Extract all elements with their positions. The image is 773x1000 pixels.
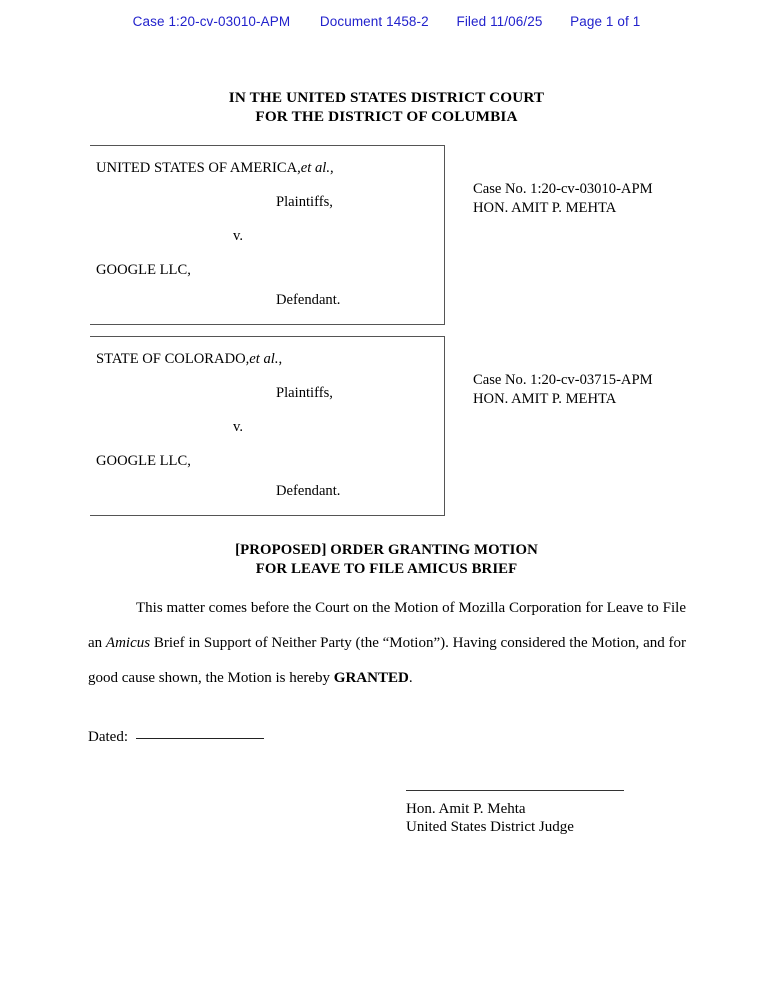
signature-block [406, 790, 636, 836]
plaintiff-party-name [90, 351, 444, 385]
caption-block-usa [90, 145, 690, 325]
case-info-colorado [473, 371, 653, 409]
judge-title: United States District Judge [406, 819, 574, 835]
ecf-page-number: Page 1 of 1 [570, 14, 641, 29]
caption-block-colorado [90, 336, 690, 516]
defendant-party-name: GOOGLE LLC, [96, 262, 191, 278]
body-italic-amicus: Amicus [105, 635, 151, 651]
order-title-line-2: FOR LEAVE TO FILE AMICUS BRIEF [255, 560, 518, 577]
presiding-judge: HON. AMIT P. MEHTA [473, 200, 617, 216]
party-comma: , [329, 160, 334, 176]
body-segment-2: Brief in Support of Neither Party (the “Motion”). Having considered the Motion, and for good cause shown, the Motion is hereby [88, 635, 686, 686]
presiding-judge: HON. AMIT P. MEHTA [473, 391, 617, 407]
party-text: STATE OF COLORADO, [96, 351, 250, 367]
plaintiffs-role-label: Plaintiffs, [276, 194, 333, 210]
body-segment-1: This matter comes before the Court on the Motion of Mozilla Corporation for Leave to File an [88, 600, 686, 651]
ecf-document-number: Document 1458-2 [319, 14, 429, 29]
et-al-italic: et al. [300, 160, 330, 176]
defendant-role-label: Defendant. [276, 292, 341, 308]
ecf-header-stamp [0, 14, 773, 29]
judge-name: Hon. Amit P. Mehta [406, 801, 526, 817]
dated-line [88, 729, 264, 746]
versus-label: v. [233, 228, 243, 244]
defendant-role-label: Defendant. [276, 483, 341, 499]
body-bold-granted: GRANTED [333, 670, 409, 686]
party-comma: , [278, 351, 283, 367]
ecf-case-number: Case 1:20-cv-03010-APM [132, 14, 291, 29]
court-heading-line-1: IN THE UNITED STATES DISTRICT COURT [228, 89, 545, 106]
defendant-party-name: GOOGLE LLC, [96, 453, 191, 469]
case-info-usa [473, 180, 653, 218]
case-number: Case No. 1:20-cv-03715-APM [473, 372, 653, 388]
caption-box [90, 336, 445, 516]
plaintiff-party-name [90, 160, 444, 194]
dated-blank-rule [136, 738, 264, 739]
ecf-filed-date: Filed 11/06/25 [456, 14, 543, 29]
body-segment-3: . [408, 670, 413, 686]
caption-box [90, 145, 445, 325]
versus-label: v. [233, 419, 243, 435]
party-text: UNITED STATES OF AMERICA, [96, 160, 301, 176]
court-heading-line-2: FOR THE DISTRICT OF COLUMBIA [255, 108, 518, 125]
dated-label: Dated: [88, 729, 128, 745]
court-heading [0, 88, 773, 126]
order-body-paragraph [88, 591, 686, 696]
signature-rule [406, 790, 624, 791]
plaintiffs-role-label: Plaintiffs, [276, 385, 333, 401]
case-number: Case No. 1:20-cv-03010-APM [473, 181, 653, 197]
et-al-italic: et al. [249, 351, 279, 367]
order-title-line-1: [PROPOSED] ORDER GRANTING MOTION [235, 542, 538, 558]
order-title [0, 541, 773, 578]
